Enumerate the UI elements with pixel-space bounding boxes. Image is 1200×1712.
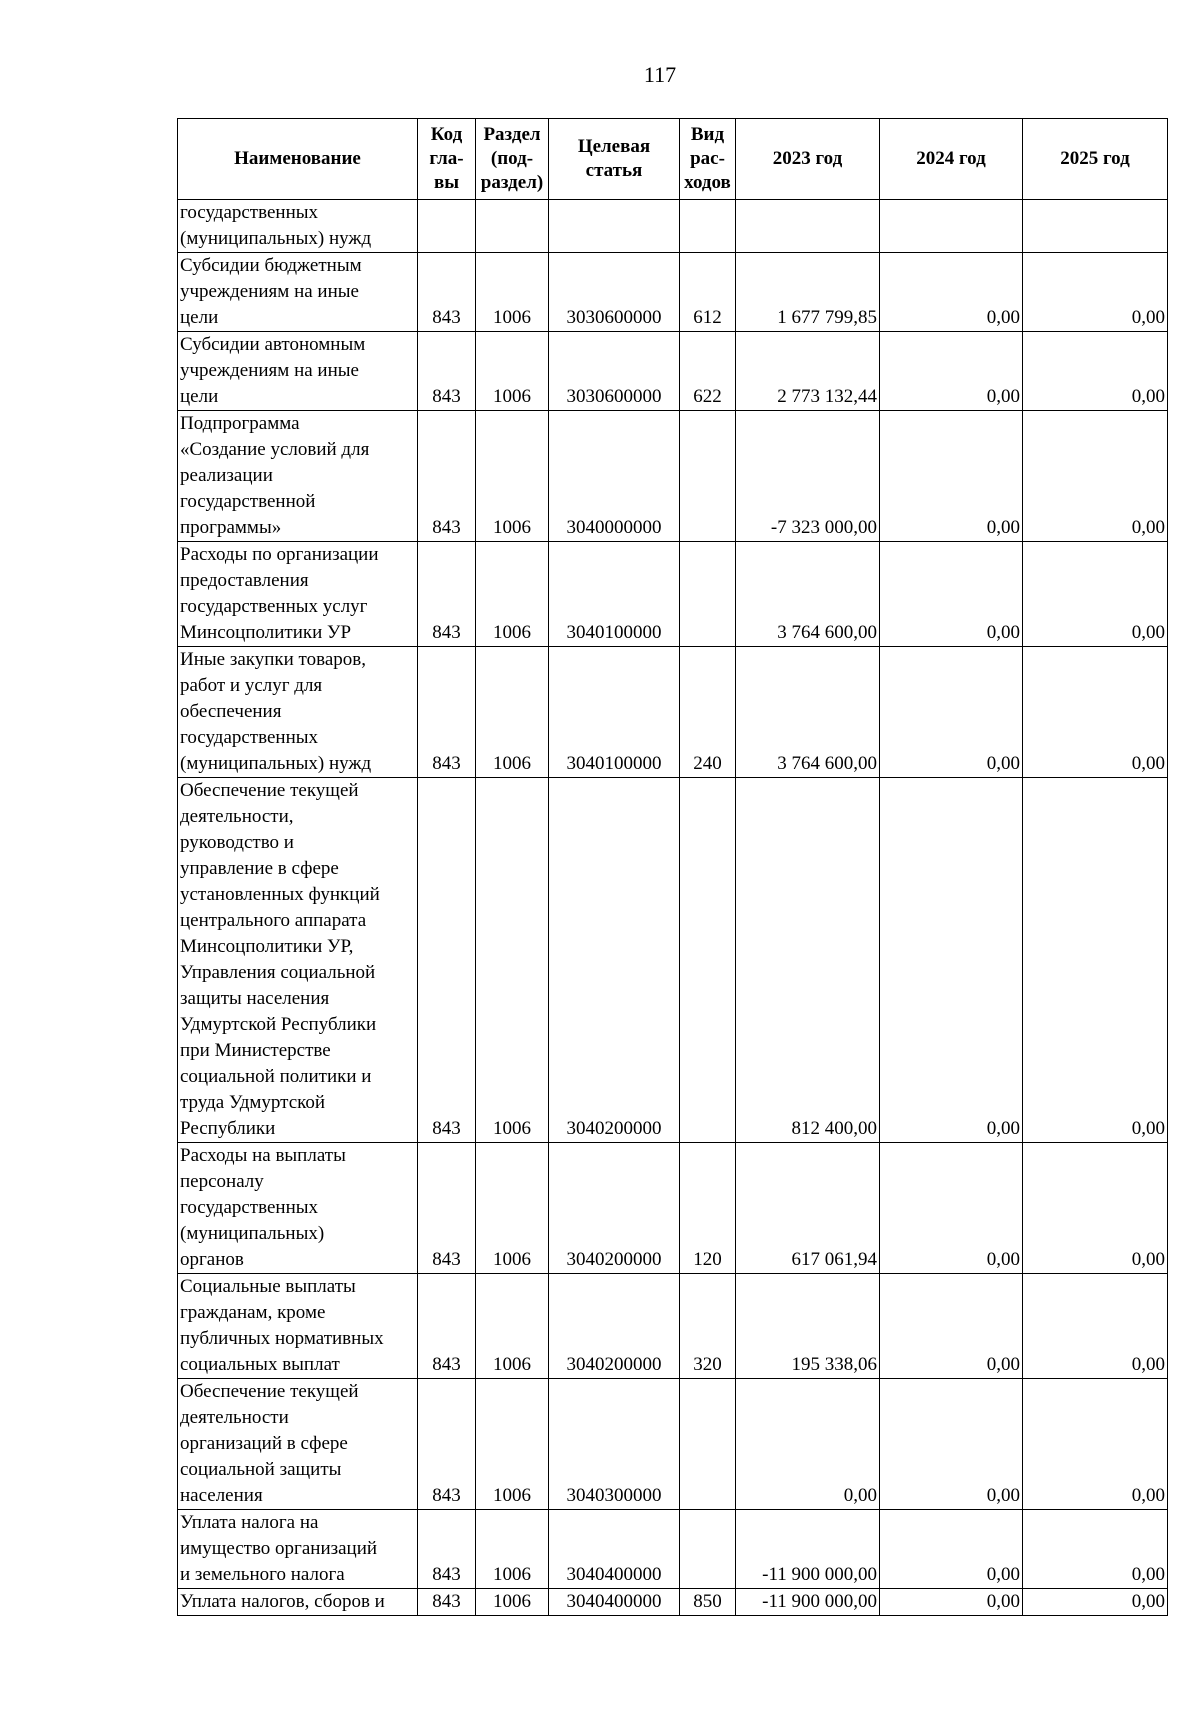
table-row	[178, 253, 1168, 332]
cell-razdel: 1006	[476, 542, 549, 647]
cell-celevaya-statya: 3040200000	[549, 778, 680, 1143]
cell-2025	[1023, 200, 1168, 253]
table-body	[178, 200, 1168, 1616]
cell-name-line: центрального аппарата	[180, 910, 367, 931]
cell-name-line: установленных функций	[180, 884, 380, 905]
cell-name	[178, 253, 418, 332]
cell-name-line: государственной	[180, 491, 316, 512]
table-row	[178, 411, 1168, 542]
cell-razdel: 1006	[476, 1589, 549, 1616]
cell-name-line: защиты населения	[180, 988, 330, 1009]
cell-name-line: населения	[180, 1485, 263, 1506]
cell-2023: -7 323 000,00	[736, 411, 880, 542]
cell-kod-glavy: 843	[418, 647, 476, 778]
cell-name-line: социальных выплат	[180, 1354, 340, 1375]
cell-name-line: государственных	[180, 202, 319, 223]
cell-vid-rashodov: 612	[680, 253, 736, 332]
header-row	[178, 119, 1168, 200]
cell-name-line: Обеспечение текущей	[180, 1381, 359, 1402]
cell-name-line: Субсидии бюджетным	[180, 255, 362, 276]
cell-celevaya-statya: 3030600000	[549, 332, 680, 411]
cell-2025: 0,00	[1023, 1510, 1168, 1589]
cell-celevaya-statya: 3040300000	[549, 1379, 680, 1510]
header-vid-rashodov: Вид рас- ходов	[680, 119, 736, 200]
cell-name-line: управление в сфере	[180, 858, 339, 879]
cell-name-line: руководство и	[180, 832, 294, 853]
cell-kod-glavy: 843	[418, 1274, 476, 1379]
table-row	[178, 1589, 1168, 1616]
cell-name-line: Расходы на выплаты	[180, 1145, 346, 1166]
cell-name-line: Подпрограмма	[180, 413, 300, 434]
cell-name-line: «Создание условий для	[180, 439, 370, 460]
cell-name-line: Обеспечение текущей	[180, 780, 359, 801]
cell-name	[178, 200, 418, 253]
header-2025: 2025 год	[1023, 119, 1168, 200]
cell-kod-glavy: 843	[418, 332, 476, 411]
cell-name-line: органов	[180, 1249, 244, 1270]
cell-celevaya-statya: 3040400000	[549, 1510, 680, 1589]
cell-vid-rashodov: 120	[680, 1143, 736, 1274]
cell-2023: 617 061,94	[736, 1143, 880, 1274]
cell-2023: 2 773 132,44	[736, 332, 880, 411]
cell-celevaya-statya: 3040100000	[549, 647, 680, 778]
cell-2025: 0,00	[1023, 332, 1168, 411]
cell-name-line: Уплата налогов, сборов и	[180, 1591, 385, 1612]
cell-name-line: персоналу	[180, 1171, 264, 1192]
cell-2025: 0,00	[1023, 253, 1168, 332]
cell-name-line: (муниципальных) нужд	[180, 228, 372, 249]
cell-name-line: социальной защиты	[180, 1459, 342, 1480]
cell-2023: 1 677 799,85	[736, 253, 880, 332]
cell-celevaya-statya	[549, 200, 680, 253]
header-2023: 2023 год	[736, 119, 880, 200]
cell-2025: 0,00	[1023, 411, 1168, 542]
cell-2025: 0,00	[1023, 1274, 1168, 1379]
cell-name-line: Удмуртской Республики	[180, 1014, 377, 1035]
cell-name-line: обеспечения	[180, 701, 282, 722]
cell-name-line: (муниципальных)	[180, 1223, 325, 1244]
cell-2025: 0,00	[1023, 778, 1168, 1143]
cell-razdel: 1006	[476, 1274, 549, 1379]
cell-name-line: учреждениям на иные	[180, 281, 359, 302]
cell-name-line: Уплата налога на	[180, 1512, 319, 1533]
cell-name-line: государственных	[180, 1197, 319, 1218]
cell-name-line: государственных	[180, 727, 319, 748]
table-row	[178, 1274, 1168, 1379]
cell-2025: 0,00	[1023, 1379, 1168, 1510]
cell-2024: 0,00	[880, 1274, 1023, 1379]
header-name: Наименование	[178, 119, 418, 200]
cell-name-line: государственных услуг	[180, 596, 368, 617]
cell-kod-glavy: 843	[418, 411, 476, 542]
cell-2023	[736, 200, 880, 253]
cell-kod-glavy: 843	[418, 778, 476, 1143]
cell-vid-rashodov: 320	[680, 1274, 736, 1379]
table-row	[178, 1143, 1168, 1274]
cell-celevaya-statya: 3040200000	[549, 1274, 680, 1379]
cell-kod-glavy: 843	[418, 1379, 476, 1510]
table-row	[178, 542, 1168, 647]
cell-2025: 0,00	[1023, 1589, 1168, 1616]
table-row	[178, 200, 1168, 253]
cell-vid-rashodov	[680, 778, 736, 1143]
cell-name	[178, 1379, 418, 1510]
cell-celevaya-statya: 3040100000	[549, 542, 680, 647]
cell-name-line: предоставления	[180, 570, 309, 591]
cell-name-line: программы»	[180, 517, 282, 538]
cell-name-line: при Министерстве	[180, 1040, 331, 1061]
cell-2024: 0,00	[880, 1589, 1023, 1616]
cell-razdel: 1006	[476, 253, 549, 332]
cell-name-line: публичных нормативных	[180, 1328, 384, 1349]
cell-name	[178, 1143, 418, 1274]
cell-kod-glavy	[418, 200, 476, 253]
header-kod-glavy: Код гла- вы	[418, 119, 476, 200]
cell-razdel: 1006	[476, 647, 549, 778]
cell-celevaya-statya: 3040200000	[549, 1143, 680, 1274]
cell-vid-rashodov	[680, 542, 736, 647]
cell-2025: 0,00	[1023, 647, 1168, 778]
cell-2024: 0,00	[880, 332, 1023, 411]
cell-2024: 0,00	[880, 253, 1023, 332]
cell-name-line: и земельного налога	[180, 1564, 345, 1585]
cell-2023: 195 338,06	[736, 1274, 880, 1379]
cell-name-line: гражданам, кроме	[180, 1302, 326, 1323]
cell-name-line: (муниципальных) нужд	[180, 753, 372, 774]
page-number: 117	[643, 62, 677, 87]
cell-name	[178, 1510, 418, 1589]
cell-name-line: социальной политики и	[180, 1066, 372, 1087]
cell-razdel: 1006	[476, 1510, 549, 1589]
cell-name-line: организаций в сфере	[180, 1433, 348, 1454]
cell-name	[178, 411, 418, 542]
cell-vid-rashodov: 240	[680, 647, 736, 778]
cell-name-line: Субсидии автономным	[180, 334, 366, 355]
cell-2024	[880, 200, 1023, 253]
cell-2023: -11 900 000,00	[736, 1589, 880, 1616]
cell-name-line: деятельности	[180, 1407, 289, 1428]
cell-vid-rashodov: 850	[680, 1589, 736, 1616]
cell-2025: 0,00	[1023, 542, 1168, 647]
cell-name-line: учреждениям на иные	[180, 360, 359, 381]
cell-celevaya-statya: 3040000000	[549, 411, 680, 542]
cell-razdel	[476, 200, 549, 253]
header-celevaya-statya: Целевая статья	[549, 119, 680, 200]
cell-name-line: работ и услуг для	[180, 675, 323, 696]
cell-name	[178, 332, 418, 411]
cell-2024: 0,00	[880, 1510, 1023, 1589]
table-row	[178, 332, 1168, 411]
cell-name-line: Минсоцполитики УР,	[180, 936, 354, 957]
cell-name	[178, 647, 418, 778]
header-2024: 2024 год	[880, 119, 1023, 200]
cell-2024: 0,00	[880, 1143, 1023, 1274]
budget-table	[177, 118, 1168, 1616]
cell-name	[178, 1274, 418, 1379]
cell-name-line: цели	[180, 386, 219, 407]
cell-2024: 0,00	[880, 1379, 1023, 1510]
cell-razdel: 1006	[476, 411, 549, 542]
cell-2024: 0,00	[880, 411, 1023, 542]
cell-2023: 3 764 600,00	[736, 542, 880, 647]
cell-celevaya-statya: 3030600000	[549, 253, 680, 332]
cell-razdel: 1006	[476, 1143, 549, 1274]
table-row	[178, 1510, 1168, 1589]
cell-vid-rashodov: 622	[680, 332, 736, 411]
cell-name-line: цели	[180, 307, 219, 328]
cell-kod-glavy: 843	[418, 1589, 476, 1616]
cell-razdel: 1006	[476, 1379, 549, 1510]
cell-kod-glavy: 843	[418, 542, 476, 647]
cell-name-line: имущество организаций	[180, 1538, 378, 1559]
cell-vid-rashodov	[680, 200, 736, 253]
cell-name-line: Расходы по организации	[180, 544, 379, 565]
cell-kod-glavy: 843	[418, 1510, 476, 1589]
cell-razdel: 1006	[476, 332, 549, 411]
cell-name-line: Иные закупки товаров,	[180, 649, 366, 670]
cell-name-line: Социальные выплаты	[180, 1276, 356, 1297]
cell-2024: 0,00	[880, 647, 1023, 778]
cell-vid-rashodov	[680, 1510, 736, 1589]
cell-name-line: Республики	[180, 1118, 276, 1139]
cell-name-line: деятельности,	[180, 806, 294, 827]
header-razdel: Раздел (под- раздел)	[476, 119, 549, 200]
table-row	[178, 778, 1168, 1143]
cell-name-line: труда Удмуртской	[180, 1092, 326, 1113]
cell-celevaya-statya: 3040400000	[549, 1589, 680, 1616]
table-row	[178, 647, 1168, 778]
cell-name	[178, 542, 418, 647]
table-row	[178, 1379, 1168, 1510]
cell-kod-glavy: 843	[418, 1143, 476, 1274]
cell-2024: 0,00	[880, 542, 1023, 647]
cell-vid-rashodov	[680, 411, 736, 542]
cell-vid-rashodov	[680, 1379, 736, 1510]
cell-2023: 0,00	[736, 1379, 880, 1510]
cell-2024: 0,00	[880, 778, 1023, 1143]
cell-2023: -11 900 000,00	[736, 1510, 880, 1589]
cell-2023: 3 764 600,00	[736, 647, 880, 778]
cell-name	[178, 1589, 418, 1616]
cell-name	[178, 778, 418, 1143]
cell-razdel: 1006	[476, 778, 549, 1143]
cell-2023: 812 400,00	[736, 778, 880, 1143]
cell-name-line: Управления социальной	[180, 962, 376, 983]
cell-name-line: реализации	[180, 465, 273, 486]
cell-name-line: Минсоцполитики УР	[180, 622, 352, 643]
cell-2025: 0,00	[1023, 1143, 1168, 1274]
cell-kod-glavy: 843	[418, 253, 476, 332]
